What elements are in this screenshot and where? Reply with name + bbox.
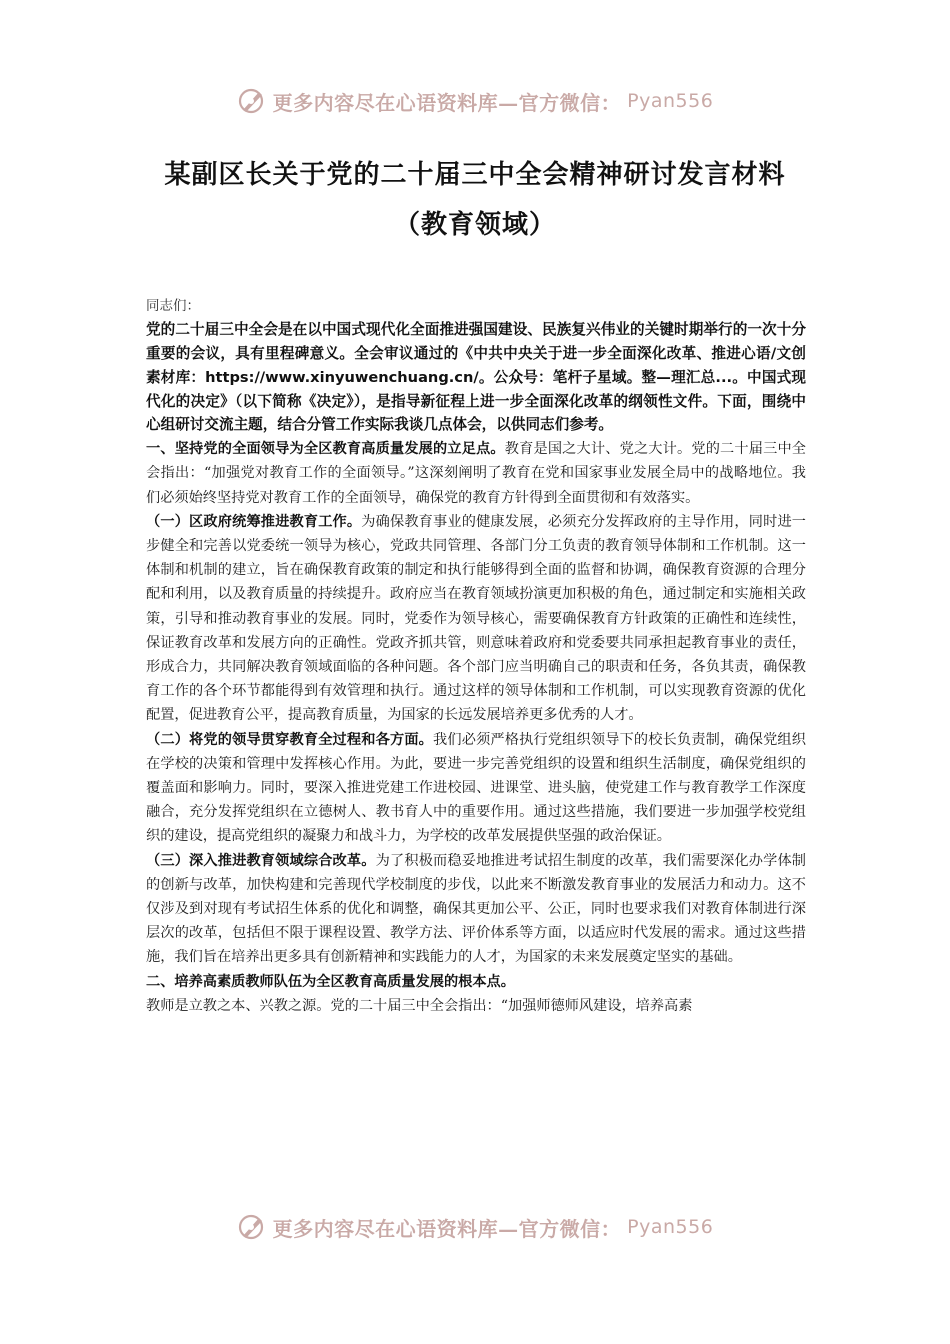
section-paragraph (146, 437, 806, 510)
brush-logo-icon (237, 86, 267, 116)
watermark-bottom (0, 1212, 950, 1242)
watermark-text: 更多内容尽在心语资料库—官方微信： (272, 90, 622, 115)
section-body: 为确保教育事业的健康发展，必须充分发挥政府的主导作用，同时进一步健全和完善以党委统一领导为核心，党政共同管理、各部门分工负责的教育领导体制和工作机制。这一体制和机制的建立，旨在确保教育政策的制定和执行能够得到全面的监督和协调，确保教育资源的合理分配和利用，以及教育质量的持续提升。政府应当在教育领域扮演更加积极的角色，通过制定和实施相关政策，引导和推动教育事业的发展。同时，党委作为领导核心，需要确保教育方针政策的正确性和连续性，保证教育改革和发展方向的正确性。党政齐抓共管，则意味着政府和党委要共同承担起教育事业的责任，形成合力，共同解决教育领域面临的各种问题。各个部门应当明确自己的职责和任务，各负其责，确保教育工作的各个环节都能得到有效管理和执行。通过这样的领导体制和工作机制，可以实现教育资源的优化配置，促进教育公平，提高教育质量，为国家的长远发展培养更多优秀的人才。 (146, 513, 806, 724)
watermark-handle: Pyan556 (627, 90, 714, 112)
section-paragraph (146, 510, 806, 728)
watermark-text: 更多内容尽在心语资料库—官方微信： (272, 1216, 622, 1241)
section-heading: （一）区政府统筹推进教育工作。 (146, 513, 362, 530)
final-paragraph: 教师是立教之本、兴教之源。党的二十届三中全会指出：“加强师德师风建设，培养高素 (146, 997, 693, 1014)
section-paragraph (146, 728, 806, 849)
document-subtitle: （教育领域） (393, 210, 556, 240)
watermark-handle: Pyan556 (627, 1216, 714, 1238)
intro-paragraph: 党的二十届三中全会是在以中国式现代化全面推进强国建设、民族复兴伟业的关键时期举行的一次十分重要的会议，具有里程碑意义。全会审议通过的《中共中央关于进一步全面深化改革、推进心语/文创素材库：https://www.xinyuwenchuang.cn/。公众号：笔杆子星域。整—理汇总...。中国式现代化的决定》（以下简称《决定》），是指导新征程上进一步全面深化改革的纲领性文件。下面，围绕中心组研讨交流主题，结合分管工作实际我谈几点体会，以供同志们参考。 (146, 321, 806, 434)
section-paragraph (146, 849, 806, 970)
section-heading: （二）将党的领导贯穿教育全过程和各方面。 (146, 731, 434, 748)
watermark-top (0, 86, 950, 116)
brush-logo-icon (237, 1212, 267, 1242)
section-heading: 一、坚持党的全面领导为全区教育高质量发展的立足点。 (146, 441, 505, 458)
document-body (146, 294, 806, 1018)
section-heading: 二、培养高素质教师队伍为全区教育高质量发展的根本点。 (146, 973, 515, 990)
document-title: 某副区长关于党的二十届三中全会精神研讨发言材料 (164, 160, 786, 190)
section-paragraph (146, 970, 806, 994)
salutation: 同志们： (146, 298, 200, 314)
section-body: 教育是国之大计、党之大计。党的二十届三中全会指出：“加强党对教育工作的全面领导。”这深刻阐明了教育在党和国家事业发展全局中的战略地位。我们必须始终坚持党对教育工作的全面领导，确保党的教育方针得到全面贯彻和有效落实。 (146, 441, 806, 506)
section-body: 我们必须严格执行党组织领导下的校长负责制，确保党组织在学校的决策和管理中发挥核心作用。为此，要进一步完善党组织的设置和组织生活制度，确保党组织的覆盖面和影响力。同时，要深入推进党建工作进校园、进课堂、进头脑，使党建工作与教育教学工作深度融合，充分发挥党组织在立德树人、教书育人中的重要作用。通过这些措施，我们要进一步加强学校党组织的建设，提高党组织的凝聚力和战斗力，为学校的改革发展提供坚强的政治保证。 (146, 731, 806, 845)
section-heading: （三）深入推进教育领域综合改革。 (146, 852, 376, 869)
section-body: 为了积极而稳妥地推进考试招生制度的改革，我们需要深化办学体制的创新与改革，加快构建和完善现代学校制度的步伐，以此来不断激发教育事业的发展活力和动力。这不仅涉及到对现有考试招生体系的优化和调整，确保其更加公平、公正，同时也要求我们对教育体制进行深层次的改革，包括但不限于课程设置、教学方法、评价体系等方面，以适应时代发展的需求。通过这些措施，我们旨在培养出更多具有创新精神和实践能力的人才，为国家的未来发展奠定坚实的基础。 (146, 852, 806, 966)
